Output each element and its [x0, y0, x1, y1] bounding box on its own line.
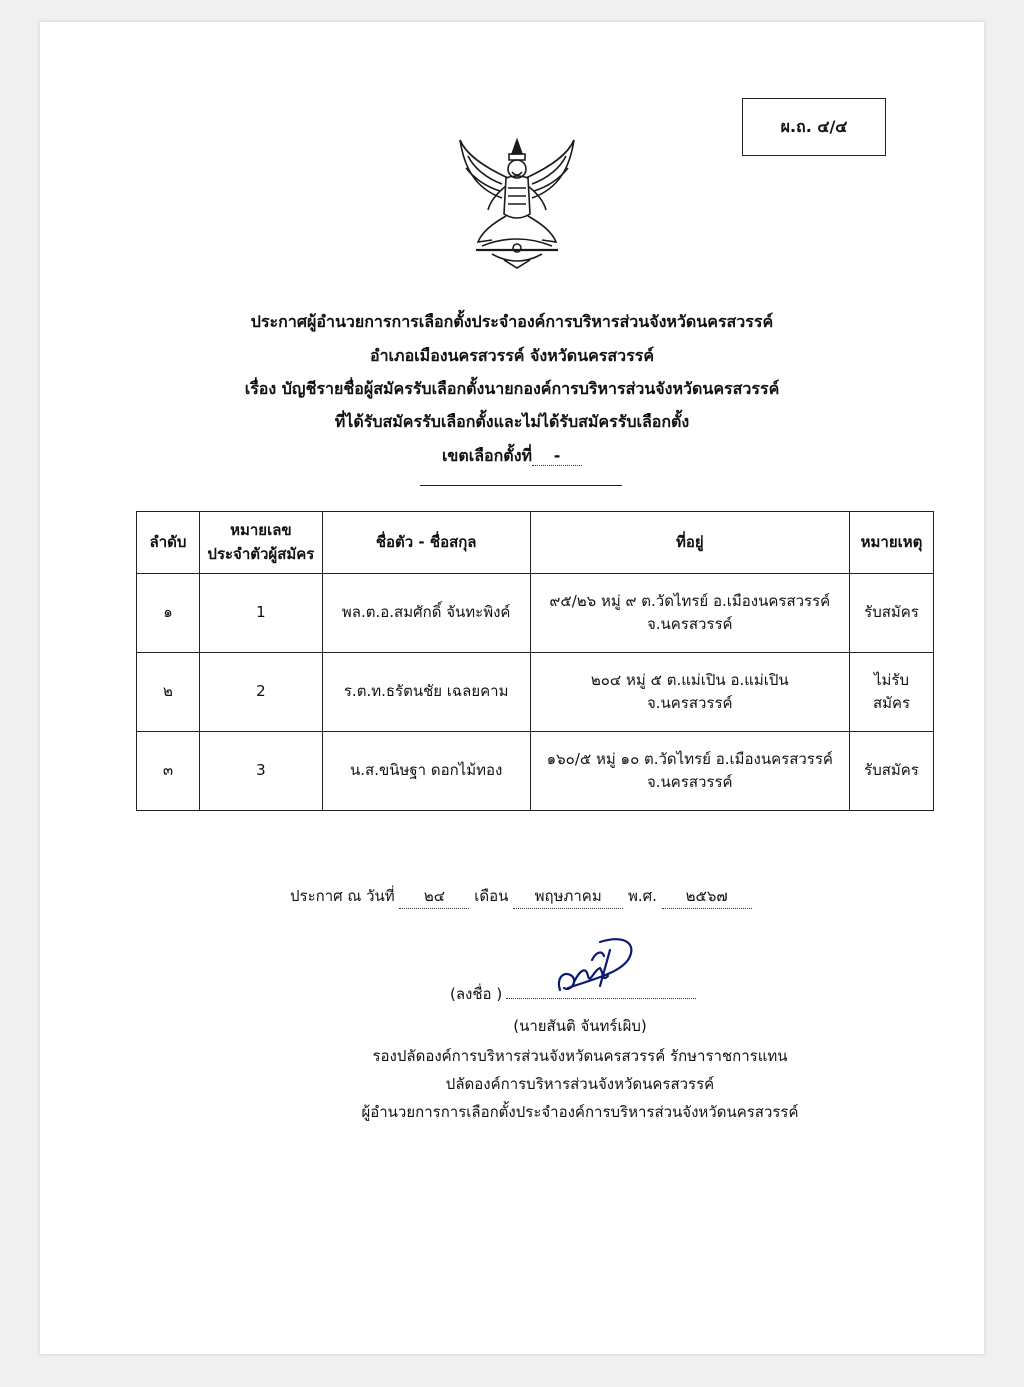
- address-line-1: ๙๕/๒๖ หมู่ ๙ ต.วัดไทรย์ อ.เมืองนครสวรรค์: [549, 591, 831, 610]
- heading-line-4: ที่ได้รับสมัครรับเลือกตั้งและไม่ได้รับสมัครรับเลือกตั้ง: [334, 412, 690, 431]
- header-number: [199, 512, 322, 574]
- header-number-line-1: หมายเลข: [230, 521, 292, 540]
- remark-line-1: ไม่รับ: [874, 670, 910, 689]
- heading-divider: [420, 485, 622, 486]
- announce-prefix: ประกาศ ณ วันที่: [290, 887, 395, 905]
- cell-order: ๑: [137, 574, 200, 653]
- cell-number: 3: [199, 732, 322, 811]
- sign-label: (ลงชื่อ ): [450, 985, 503, 1003]
- cell-address: [530, 653, 849, 732]
- cell-order: ๓: [137, 732, 200, 811]
- form-code-box: [742, 98, 886, 156]
- table-row: [137, 653, 934, 732]
- address-line-2: จ.นครสวรรค์: [646, 773, 733, 791]
- heading-subject: เรื่อง บัญชีรายชื่อผู้สมัครรับเลือกตั้งนายกองค์การบริหารส่วนจังหวัดนครสวรรค์: [244, 379, 780, 398]
- district-line: [0, 444, 1024, 469]
- garuda-emblem-icon: [452, 136, 582, 271]
- form-code: ผ.ถ. ๔/๔: [780, 116, 848, 136]
- cell-name: น.ส.ขนิษฐา ดอกไม้ทอง: [322, 732, 530, 811]
- signature-line: [450, 982, 696, 1006]
- signer-title-1: รองปลัดองค์การบริหารส่วนจังหวัดนครสวรรค์ รักษาราชการแทน: [372, 1047, 788, 1065]
- address-line-2: จ.นครสวรรค์: [646, 694, 733, 712]
- address-line-1: ๑๖๐/๕ หมู่ ๑๐ ต.วัดไทรย์ อ.เมืองนครสวรรค์: [546, 749, 833, 768]
- cell-remark: [850, 732, 934, 811]
- table-row: [137, 732, 934, 811]
- announce-year: ๒๕๖๗: [662, 884, 752, 909]
- cell-number: 1: [199, 574, 322, 653]
- district-value: -: [532, 446, 582, 466]
- address-line-1: ๒๐๔ หมู่ ๕ ต.แม่เปิน อ.แม่เปิน: [590, 670, 789, 689]
- table-header-row: [137, 512, 934, 574]
- heading-line-1: ประกาศผู้อำนวยการการเลือกตั้งประจำองค์การบริหารส่วนจังหวัดนครสวรรค์: [250, 312, 774, 331]
- signer-name: (นายสันติ จันทร์เผิบ): [513, 1017, 647, 1035]
- signer-title-2: ปลัดองค์การบริหารส่วนจังหวัดนครสวรรค์: [445, 1075, 715, 1093]
- sign-dotted-line: [506, 985, 696, 999]
- announce-month: พฤษภาคม: [513, 884, 623, 909]
- table-row: [137, 574, 934, 653]
- address-line-2: จ.นครสวรรค์: [646, 615, 733, 633]
- cell-order: ๒: [137, 653, 200, 732]
- cell-remark: [850, 574, 934, 653]
- cell-address: [530, 574, 849, 653]
- cell-name: พล.ต.อ.สมศักดิ์ จันทะพิงค์: [322, 574, 530, 653]
- remark-line-1: รับสมัคร: [864, 603, 919, 622]
- cell-number: 2: [199, 653, 322, 732]
- announcement-date: [290, 884, 752, 909]
- cell-address: [530, 732, 849, 811]
- signer-title-3: ผู้อำนวยการการเลือกตั้งประจำองค์การบริหารส่วนจังหวัดนครสวรรค์: [361, 1103, 799, 1121]
- header-remark: หมายเหตุ: [850, 512, 934, 574]
- remark-line-1: รับสมัคร: [864, 761, 919, 780]
- announce-year-label: พ.ศ.: [627, 887, 657, 905]
- announce-day: ๒๔: [399, 884, 469, 909]
- heading-line-2: อำเภอเมืองนครสวรรค์ จังหวัดนครสวรรค์: [369, 346, 655, 365]
- header-number-line-2: ประจำตัวผู้สมัคร: [207, 544, 315, 563]
- cell-remark: [850, 653, 934, 732]
- header-address: ที่อยู่: [530, 512, 849, 574]
- candidates-table: [136, 511, 934, 811]
- header-name: ชื่อตัว - ชื่อสกุล: [322, 512, 530, 574]
- cell-name: ร.ต.ท.ธรัตนชัย เฉลยคาม: [322, 653, 530, 732]
- district-label: เขตเลือกตั้งที่: [441, 446, 533, 465]
- remark-line-2: สมัคร: [872, 694, 911, 712]
- header-order: ลำดับ: [137, 512, 200, 574]
- announce-month-label: เดือน: [474, 887, 509, 905]
